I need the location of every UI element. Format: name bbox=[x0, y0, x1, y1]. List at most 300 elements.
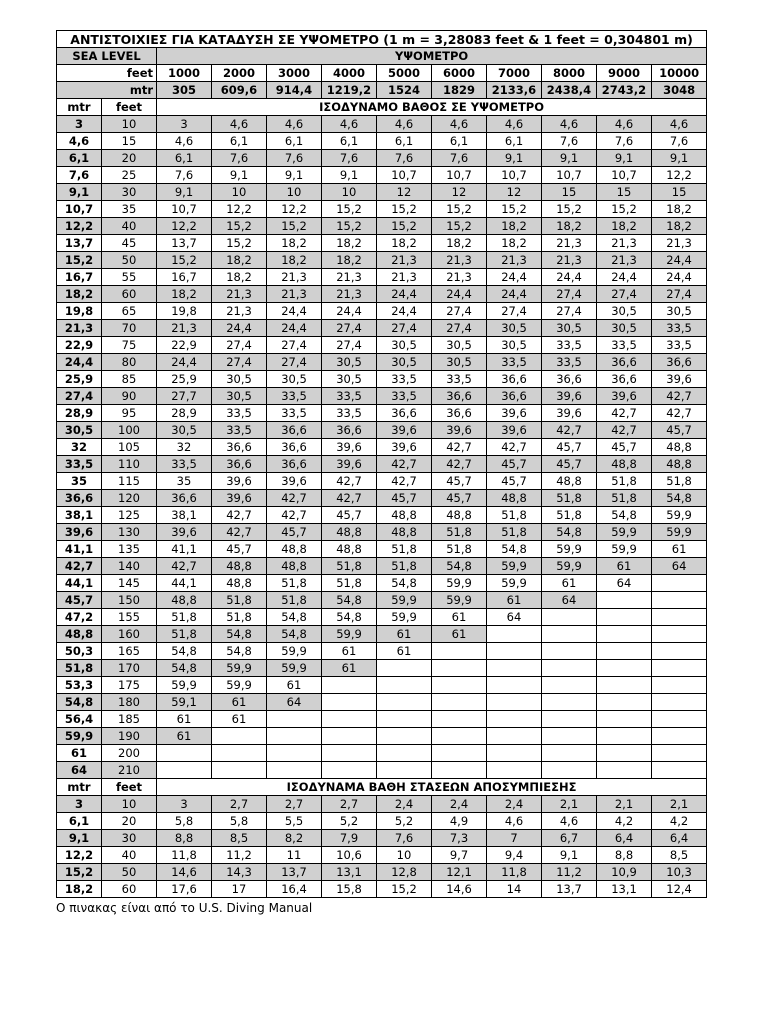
equivalent-depth-cell bbox=[432, 745, 487, 762]
equivalent-depth-cell: 54,8 bbox=[267, 626, 322, 643]
depth-mtr-cell: 30,5 bbox=[57, 422, 102, 439]
equivalent-depth-cell: 36,6 bbox=[487, 388, 542, 405]
equivalent-depth-cell: 54,8 bbox=[542, 524, 597, 541]
depth-mtr-cell: 24,4 bbox=[57, 354, 102, 371]
table-row bbox=[57, 150, 707, 167]
altitude-mtr-cell: 2743,2 bbox=[597, 82, 652, 99]
equivalent-depth-cell: 45,7 bbox=[267, 524, 322, 541]
equivalent-depth-cell: 2,1 bbox=[597, 796, 652, 813]
equivalent-depth-cell: 33,5 bbox=[542, 354, 597, 371]
equivalent-depth-cell: 12,2 bbox=[652, 167, 707, 184]
table-row bbox=[57, 133, 707, 150]
equivalent-depth-cell: 18,2 bbox=[597, 218, 652, 235]
equivalent-depth-cell: 36,6 bbox=[597, 371, 652, 388]
equivalent-depth-cell: 33,5 bbox=[597, 337, 652, 354]
table-row bbox=[57, 847, 707, 864]
equivalent-depth-cell: 4,6 bbox=[597, 116, 652, 133]
equivalent-depth-cell: 18,2 bbox=[487, 235, 542, 252]
equivalent-depth-cell: 27,4 bbox=[542, 303, 597, 320]
equivalent-depth-cell: 18,2 bbox=[212, 269, 267, 286]
equivalent-depth-cell: 59,9 bbox=[267, 660, 322, 677]
equivalent-depth-cell: 27,4 bbox=[652, 286, 707, 303]
equivalent-depth-cell: 15,2 bbox=[377, 881, 432, 898]
equivalent-depth-cell: 11,8 bbox=[157, 847, 212, 864]
depth-feet-cell: 20 bbox=[102, 150, 157, 167]
depth-mtr-cell: 16,7 bbox=[57, 269, 102, 286]
equivalent-depth-cell: 9,7 bbox=[432, 847, 487, 864]
equivalent-depth-cell: 64 bbox=[542, 592, 597, 609]
equivalent-depth-cell: 4,6 bbox=[487, 116, 542, 133]
table-row bbox=[57, 796, 707, 813]
equivalent-depth-cell bbox=[597, 626, 652, 643]
equivalent-depth-cell: 32 bbox=[157, 439, 212, 456]
depth-mtr-cell: 28,9 bbox=[57, 405, 102, 422]
depth-mtr-cell: 13,7 bbox=[57, 235, 102, 252]
equivalent-depth-cell: 8,5 bbox=[212, 830, 267, 847]
equivalent-depth-cell: 11,8 bbox=[487, 864, 542, 881]
equivalent-depth-cell: 36,6 bbox=[487, 371, 542, 388]
equivalent-depth-cell: 10 bbox=[267, 184, 322, 201]
equivalent-depth-cell: 61 bbox=[212, 694, 267, 711]
equivalent-depth-cell: 61 bbox=[487, 592, 542, 609]
footer-note: Ο πινακας είναι από το U.S. Diving Manual bbox=[56, 901, 313, 915]
equivalent-depth-cell: 35 bbox=[157, 473, 212, 490]
equivalent-depth-cell: 61 bbox=[432, 609, 487, 626]
depth-feet-cell: 115 bbox=[102, 473, 157, 490]
equivalent-depth-cell: 25,9 bbox=[157, 371, 212, 388]
equivalent-depth-cell: 9,1 bbox=[487, 150, 542, 167]
equivalent-depth-cell: 24,4 bbox=[377, 303, 432, 320]
equivalent-depth-cell: 10 bbox=[377, 847, 432, 864]
equivalent-depth-cell bbox=[652, 711, 707, 728]
equivalent-depth-cell: 45,7 bbox=[487, 473, 542, 490]
equivalent-depth-cell: 33,5 bbox=[322, 388, 377, 405]
equivalent-depth-cell: 27,4 bbox=[212, 337, 267, 354]
depth-feet-cell: 200 bbox=[102, 745, 157, 762]
equivalent-depth-cell: 59,9 bbox=[322, 626, 377, 643]
equivalent-depth-cell: 59,9 bbox=[212, 677, 267, 694]
equivalent-depth-cell: 36,6 bbox=[212, 439, 267, 456]
equivalent-depth-cell: 24,4 bbox=[652, 252, 707, 269]
table-row bbox=[57, 626, 707, 643]
equivalent-depth-cell: 59,9 bbox=[377, 609, 432, 626]
table-row bbox=[57, 303, 707, 320]
equivalent-depth-cell bbox=[432, 728, 487, 745]
equivalent-depth-cell: 15,2 bbox=[322, 218, 377, 235]
depth-mtr-cell: 12,2 bbox=[57, 218, 102, 235]
equivalent-depth-cell: 15,2 bbox=[322, 201, 377, 218]
equivalent-depth-cell: 33,5 bbox=[157, 456, 212, 473]
equivalent-depth-cell: 61 bbox=[267, 677, 322, 694]
depth-feet-cell: 105 bbox=[102, 439, 157, 456]
equivalent-depth-cell: 8,2 bbox=[267, 830, 322, 847]
equivalent-depth-cell: 15,2 bbox=[432, 218, 487, 235]
equivalent-depth-cell: 21,3 bbox=[322, 269, 377, 286]
equivalent-depth-cell: 42,7 bbox=[597, 422, 652, 439]
equivalent-depth-cell: 8,8 bbox=[597, 847, 652, 864]
depth-feet-cell: 30 bbox=[102, 830, 157, 847]
equivalent-depth-cell: 9,1 bbox=[212, 167, 267, 184]
depth-mtr-cell: 22,9 bbox=[57, 337, 102, 354]
table-row bbox=[57, 337, 707, 354]
equivalent-depth-cell bbox=[597, 609, 652, 626]
depth-mtr-cell: 27,4 bbox=[57, 388, 102, 405]
equivalent-depth-cell: 48,8 bbox=[652, 439, 707, 456]
equivalent-depth-cell: 51,8 bbox=[212, 592, 267, 609]
equivalent-depth-cell: 10,7 bbox=[377, 167, 432, 184]
equivalent-depth-cell bbox=[432, 643, 487, 660]
equivalent-depth-cell: 36,6 bbox=[377, 405, 432, 422]
depth-mtr-cell: 15,2 bbox=[57, 252, 102, 269]
equivalent-depth-cell: 51,8 bbox=[157, 626, 212, 643]
depth-feet-cell: 180 bbox=[102, 694, 157, 711]
equivalent-depth-cell: 30,5 bbox=[652, 303, 707, 320]
table-row bbox=[57, 745, 707, 762]
table-row bbox=[57, 677, 707, 694]
equivalent-depth-cell: 11 bbox=[267, 847, 322, 864]
equivalent-depth-cell: 61 bbox=[597, 558, 652, 575]
equivalent-depth-cell: 33,5 bbox=[487, 354, 542, 371]
equivalent-depth-cell: 19,8 bbox=[157, 303, 212, 320]
equivalent-depth-cell: 59,9 bbox=[377, 592, 432, 609]
equivalent-depth-cell: 27,4 bbox=[212, 354, 267, 371]
equivalent-depth-cell: 7,6 bbox=[157, 167, 212, 184]
equivalent-depth-cell: 4,6 bbox=[377, 116, 432, 133]
equivalent-depth-cell bbox=[652, 609, 707, 626]
table-row bbox=[57, 235, 707, 252]
equivalent-depth-cell: 59,9 bbox=[212, 660, 267, 677]
equivalent-depth-cell bbox=[597, 745, 652, 762]
equivalent-depth-cell: 21,3 bbox=[267, 286, 322, 303]
table-row bbox=[57, 813, 707, 830]
equivalent-depth-cell: 45,7 bbox=[212, 541, 267, 558]
depth-feet-cell: 60 bbox=[102, 286, 157, 303]
equivalent-depth-cell: 59,1 bbox=[157, 694, 212, 711]
equivalent-depth-cell: 39,6 bbox=[487, 422, 542, 439]
equivalent-depth-cell bbox=[487, 711, 542, 728]
equivalent-depth-cell: 9,4 bbox=[487, 847, 542, 864]
equivalent-depth-cell: 7,3 bbox=[432, 830, 487, 847]
equivalent-depth-cell: 48,8 bbox=[267, 558, 322, 575]
equivalent-depth-cell: 14,3 bbox=[212, 864, 267, 881]
depth-mtr-cell: 19,8 bbox=[57, 303, 102, 320]
equivalent-depth-cell bbox=[652, 575, 707, 592]
equivalent-depth-cell: 33,5 bbox=[267, 405, 322, 422]
equivalent-depth-cell: 6,1 bbox=[157, 150, 212, 167]
equivalent-depth-cell: 24,4 bbox=[267, 303, 322, 320]
table-row bbox=[57, 354, 707, 371]
depth-mtr-cell: 33,5 bbox=[57, 456, 102, 473]
altitude-feet-cell: 5000 bbox=[377, 65, 432, 82]
depth-feet-cell: 125 bbox=[102, 507, 157, 524]
equivalent-depth-cell: 51,8 bbox=[542, 507, 597, 524]
equivalent-depth-cell: 21,3 bbox=[597, 252, 652, 269]
equivalent-depth-cell: 15,2 bbox=[542, 201, 597, 218]
equivalent-depth-cell: 39,6 bbox=[157, 524, 212, 541]
equivalent-depth-cell: 5,8 bbox=[157, 813, 212, 830]
equivalent-depth-cell: 30,5 bbox=[322, 354, 377, 371]
equivalent-depth-cell: 30,5 bbox=[377, 337, 432, 354]
equivalent-depth-cell: 42,7 bbox=[377, 473, 432, 490]
equivalent-depth-cell: 45,7 bbox=[487, 456, 542, 473]
altitude-feet-cell: 9000 bbox=[597, 65, 652, 82]
depth-feet-cell: 150 bbox=[102, 592, 157, 609]
equivalent-depth-cell: 21,3 bbox=[652, 235, 707, 252]
depth-mtr-cell: 51,8 bbox=[57, 660, 102, 677]
table-row bbox=[57, 541, 707, 558]
equivalent-depth-cell: 21,3 bbox=[212, 303, 267, 320]
equivalent-depth-cell: 48,8 bbox=[267, 541, 322, 558]
equivalent-depth-cell: 7 bbox=[487, 830, 542, 847]
equivalent-depth-cell: 61 bbox=[322, 660, 377, 677]
equivalent-depth-cell: 59,9 bbox=[432, 575, 487, 592]
equivalent-depth-cell: 9,1 bbox=[542, 150, 597, 167]
equivalent-depth-cell: 27,4 bbox=[432, 320, 487, 337]
table-row bbox=[57, 575, 707, 592]
equivalent-depth-cell bbox=[542, 660, 597, 677]
equivalent-depth-cell: 42,7 bbox=[212, 507, 267, 524]
equivalent-depth-cell: 7,6 bbox=[377, 830, 432, 847]
equivalent-depth-cell: 48,8 bbox=[432, 507, 487, 524]
equivalent-depth-cell: 12,1 bbox=[432, 864, 487, 881]
equivalent-depth-cell: 33,5 bbox=[377, 388, 432, 405]
equivalent-depth-cell: 6,4 bbox=[652, 830, 707, 847]
table-row bbox=[57, 184, 707, 201]
equivalent-depth-cell: 48,8 bbox=[212, 558, 267, 575]
equivalent-depth-cell: 9,1 bbox=[157, 184, 212, 201]
equivalent-depth-cell: 24,4 bbox=[487, 269, 542, 286]
equivalent-depth-cell: 2,1 bbox=[542, 796, 597, 813]
equivalent-depth-cell: 4,6 bbox=[157, 133, 212, 150]
equivalent-depth-cell: 16,4 bbox=[267, 881, 322, 898]
equivalent-depth-cell: 9,1 bbox=[542, 847, 597, 864]
equivalent-depth-cell: 45,7 bbox=[652, 422, 707, 439]
depth-feet-cell: 15 bbox=[102, 133, 157, 150]
table-row bbox=[57, 643, 707, 660]
equivalent-depth-cell: 21,3 bbox=[432, 252, 487, 269]
equivalent-depth-cell: 36,6 bbox=[597, 354, 652, 371]
depth-feet-cell: 120 bbox=[102, 490, 157, 507]
depth-mtr-cell: 56,4 bbox=[57, 711, 102, 728]
equivalent-depth-cell: 36,6 bbox=[542, 371, 597, 388]
equivalent-depth-cell: 15 bbox=[542, 184, 597, 201]
equivalent-depth-cell: 15 bbox=[652, 184, 707, 201]
equivalent-depth-cell: 54,8 bbox=[432, 558, 487, 575]
altitude-feet-cell: 8000 bbox=[542, 65, 597, 82]
equivalent-depth-cell: 14 bbox=[487, 881, 542, 898]
depth-feet-cell: 140 bbox=[102, 558, 157, 575]
equivalent-depth-cell: 18,2 bbox=[432, 235, 487, 252]
equivalent-depth-cell: 6,1 bbox=[212, 133, 267, 150]
depth-mtr-cell: 54,8 bbox=[57, 694, 102, 711]
equivalent-depth-cell bbox=[487, 762, 542, 779]
altitude-mtr-cell: 305 bbox=[157, 82, 212, 99]
equivalent-depth-cell bbox=[157, 762, 212, 779]
equivalent-depth-cell bbox=[652, 592, 707, 609]
equivalent-depth-cell: 51,8 bbox=[377, 541, 432, 558]
equivalent-depth-cell bbox=[432, 711, 487, 728]
equivalent-depth-cell: 2,7 bbox=[267, 796, 322, 813]
depth-mtr-cell: 45,7 bbox=[57, 592, 102, 609]
equivalent-depth-cell: 61 bbox=[157, 728, 212, 745]
equivalent-depth-cell: 14,6 bbox=[432, 881, 487, 898]
equivalent-depth-cell: 18,2 bbox=[652, 218, 707, 235]
equivalent-depth-cell: 6,1 bbox=[432, 133, 487, 150]
table-row bbox=[57, 592, 707, 609]
equivalent-depth-cell bbox=[487, 745, 542, 762]
equivalent-depth-cell: 9,1 bbox=[267, 167, 322, 184]
equivalent-depth-cell: 18,2 bbox=[542, 218, 597, 235]
equivalent-depth-cell: 12,2 bbox=[157, 218, 212, 235]
equivalent-depth-cell: 6,1 bbox=[377, 133, 432, 150]
equivalent-depth-cell: 33,5 bbox=[542, 337, 597, 354]
table-row bbox=[57, 507, 707, 524]
depth-mtr-cell: 64 bbox=[57, 762, 102, 779]
altitude-label: ΥΨΟΜΕΤΡΟ bbox=[157, 48, 707, 65]
equivalent-depth-cell bbox=[487, 643, 542, 660]
depth-feet-cell: 40 bbox=[102, 847, 157, 864]
equivalent-depth-cell bbox=[542, 694, 597, 711]
equivalent-depth-cell: 54,8 bbox=[212, 626, 267, 643]
equivalent-depth-cell: 59,9 bbox=[487, 558, 542, 575]
equivalent-depth-cell bbox=[652, 745, 707, 762]
equivalent-depth-cell: 39,6 bbox=[487, 405, 542, 422]
altitude-mtr-cell: 2133,6 bbox=[487, 82, 542, 99]
equivalent-depth-cell: 39,6 bbox=[212, 490, 267, 507]
depth-mtr-cell: 38,1 bbox=[57, 507, 102, 524]
equivalent-depth-cell: 21,3 bbox=[432, 269, 487, 286]
equivalent-depth-cell bbox=[597, 643, 652, 660]
equivalent-depth-cell: 7,6 bbox=[652, 133, 707, 150]
equivalent-depth-cell: 21,3 bbox=[157, 320, 212, 337]
depth-mtr-cell: 53,3 bbox=[57, 677, 102, 694]
table-row bbox=[57, 711, 707, 728]
table-row bbox=[57, 371, 707, 388]
table-row bbox=[57, 762, 707, 779]
table-row bbox=[57, 439, 707, 456]
equivalent-depth-cell: 42,7 bbox=[322, 473, 377, 490]
depth-feet-cell: 110 bbox=[102, 456, 157, 473]
equivalent-depth-cell bbox=[157, 745, 212, 762]
equivalent-depth-cell bbox=[322, 728, 377, 745]
equivalent-depth-cell: 45,7 bbox=[542, 439, 597, 456]
table-row bbox=[57, 422, 707, 439]
table-row bbox=[57, 252, 707, 269]
equivalent-depth-cell: 51,8 bbox=[597, 490, 652, 507]
equivalent-depth-cell: 10,7 bbox=[487, 167, 542, 184]
equivalent-depth-cell: 10,7 bbox=[597, 167, 652, 184]
equivalent-depth-cell bbox=[322, 762, 377, 779]
equivalent-depth-cell bbox=[597, 762, 652, 779]
equivalent-depth-cell: 42,7 bbox=[377, 456, 432, 473]
equivalent-depth-cell: 33,5 bbox=[432, 371, 487, 388]
equivalent-depth-cell: 59,9 bbox=[432, 592, 487, 609]
equivalent-depth-cell: 54,8 bbox=[322, 592, 377, 609]
depth-feet-cell: 30 bbox=[102, 184, 157, 201]
equivalent-depth-cell: 41,1 bbox=[157, 541, 212, 558]
table-row bbox=[57, 558, 707, 575]
equivalent-depth-cell: 10,7 bbox=[432, 167, 487, 184]
depth-mtr-cell: 39,6 bbox=[57, 524, 102, 541]
equivalent-depth-cell: 54,8 bbox=[157, 643, 212, 660]
altitude-mtr-cell: 2438,4 bbox=[542, 82, 597, 99]
depth-mtr-cell: 35 bbox=[57, 473, 102, 490]
equivalent-depth-cell: 2,4 bbox=[487, 796, 542, 813]
equivalent-depth-cell: 51,8 bbox=[597, 473, 652, 490]
equivalent-depth-cell bbox=[487, 728, 542, 745]
equivalent-depth-cell: 42,7 bbox=[432, 456, 487, 473]
equivalent-depth-cell: 24,4 bbox=[542, 269, 597, 286]
equivalent-depth-cell: 7,6 bbox=[322, 150, 377, 167]
equivalent-depth-cell: 6,1 bbox=[487, 133, 542, 150]
altitude-mtr-row bbox=[57, 82, 707, 99]
depth-mtr-cell: 25,9 bbox=[57, 371, 102, 388]
equivalent-depth-cell bbox=[597, 660, 652, 677]
equivalent-depth-cell bbox=[542, 745, 597, 762]
equivalent-depth-cell: 61 bbox=[212, 711, 267, 728]
equivalent-depth-cell: 39,6 bbox=[542, 388, 597, 405]
equivalent-depth-cell: 48,8 bbox=[597, 456, 652, 473]
equivalent-depth-cell: 15,8 bbox=[322, 881, 377, 898]
equivalent-depth-cell: 15,2 bbox=[377, 201, 432, 218]
depth-feet-cell: 145 bbox=[102, 575, 157, 592]
table-title: ΑΝΤΙΣΤΟΙΧΙΕΣ ΓΙΑ ΚΑΤΑΔΥΣΗ ΣΕ ΥΨΟΜΕΤΡΟ (1 m = 3,28083 feet & 1 feet = 0,304801 m) bbox=[57, 31, 707, 48]
equivalent-depth-cell bbox=[267, 745, 322, 762]
equivalent-depth-cell: 11,2 bbox=[212, 847, 267, 864]
depth-feet-cell: 10 bbox=[102, 796, 157, 813]
equivalent-depth-cell: 42,7 bbox=[157, 558, 212, 575]
table-row bbox=[57, 456, 707, 473]
equivalent-depth-cell: 48,8 bbox=[542, 473, 597, 490]
depth-mtr-cell: 9,1 bbox=[57, 830, 102, 847]
equivalent-depth-cell: 42,7 bbox=[597, 405, 652, 422]
equivalent-depth-cell: 54,8 bbox=[597, 507, 652, 524]
equivalent-depth-cell: 33,5 bbox=[652, 337, 707, 354]
equivalent-depth-cell: 10,9 bbox=[597, 864, 652, 881]
table-row bbox=[57, 218, 707, 235]
section1-header-row bbox=[57, 99, 707, 116]
equivalent-depth-cell: 7,6 bbox=[597, 133, 652, 150]
depth-mtr-cell: 44,1 bbox=[57, 575, 102, 592]
equivalent-depth-cell bbox=[597, 711, 652, 728]
equivalent-depth-cell: 48,8 bbox=[322, 524, 377, 541]
table-row bbox=[57, 116, 707, 133]
equivalent-depth-cell: 36,6 bbox=[322, 422, 377, 439]
depth-mtr-cell: 61 bbox=[57, 745, 102, 762]
equivalent-depth-cell bbox=[322, 711, 377, 728]
equivalent-depth-cell bbox=[542, 677, 597, 694]
altitude-mtr-cell: 1219,2 bbox=[322, 82, 377, 99]
equivalent-depth-cell: 39,6 bbox=[212, 473, 267, 490]
equivalent-depth-cell: 30,5 bbox=[542, 320, 597, 337]
equivalent-depth-cell: 7,6 bbox=[432, 150, 487, 167]
table-row bbox=[57, 524, 707, 541]
equivalent-depth-cell: 12 bbox=[487, 184, 542, 201]
equivalent-depth-cell: 30,5 bbox=[487, 320, 542, 337]
equivalent-depth-cell: 18,2 bbox=[377, 235, 432, 252]
equivalent-depth-cell: 24,4 bbox=[487, 286, 542, 303]
equivalent-depth-cell: 39,6 bbox=[322, 439, 377, 456]
equivalent-depth-cell: 15,2 bbox=[377, 218, 432, 235]
depth-mtr-cell: 3 bbox=[57, 796, 102, 813]
equivalent-depth-cell: 21,3 bbox=[487, 252, 542, 269]
depth-mtr-cell: 6,1 bbox=[57, 813, 102, 830]
equivalent-depth-cell: 30,5 bbox=[487, 337, 542, 354]
equivalent-depth-cell: 39,6 bbox=[652, 371, 707, 388]
equivalent-depth-cell: 2,1 bbox=[652, 796, 707, 813]
depth-mtr-cell: 18,2 bbox=[57, 881, 102, 898]
table-row bbox=[57, 881, 707, 898]
